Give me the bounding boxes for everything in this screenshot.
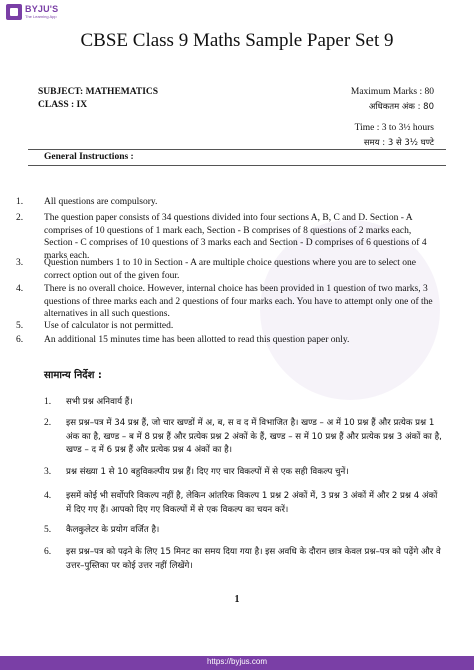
hindi-instruction-item: 6. इस प्रश्न–पत्र को पढ़ने के लिए 15 मिनट का समय दिया गया है। इस अवधि के दौरान छात्र केवल प्रश्न–पत्र को पढ़ेंगे और वे उत्तर–पुस्तिका पर कोई उत्तर नहीं लिखेंगे।	[44, 547, 441, 571]
logo-tagline: The Learning App	[25, 14, 57, 19]
byjus-logo-icon	[6, 4, 22, 20]
divider-instructions	[28, 165, 446, 166]
byjus-logo	[6, 4, 59, 24]
hindi-instruction-item: 4. इसमें कोई भी सर्वोपरि विकल्प नहीं है, लेकिन आंतरिक विकल्प 1 प्रश्न 2 अंकों में, 3 प्रश्न 3 अंकों में और 2 प्रश्न 4 अंकों में दिए गए हैं। आपको दिए गए विकल्पों में से एक विकल्प का चयन करें।	[44, 491, 438, 515]
footer-bar	[0, 656, 474, 670]
hindi-instruction-item: 2. इस प्रश्न–पत्र में 34 प्रश्न हैं, जो चार खण्डों में अ, ब, स व द में विभाजित है। खण्ड – अ में 10 प्रश्न हैं और प्रत्येक प्रश्न 1 अंक का है, खण्ड – ब में 8 प्रश्न हैं और प्रत्येक प्रश्न 2 अंकों के हैं, खण्ड – स में 10 प्रश्न हैं और प्रत्येक प्रश्न 3 अंकों का है, खण्ड – द में 6 प्रश्न हैं और प्रत्येक प्रश्न 4 अंकों का है।	[44, 418, 442, 455]
time-allowed: Time : 3 to 3½ hours	[354, 123, 434, 133]
hindi-instructions-heading: सामान्य निर्देश :	[44, 370, 102, 381]
time-allowed-hindi: समय : 3 से 3½ घण्टे	[363, 138, 434, 148]
page-number: 1	[234, 594, 240, 605]
max-marks: Maximum Marks : 80	[350, 87, 434, 97]
hindi-instruction-item: 1. सभी प्रश्न अनिवार्य हैं।	[44, 397, 133, 407]
instruction-item: 6. An additional 15 minutes time has been allotted to read this question paper only.	[16, 335, 350, 345]
page-title: CBSE Class 9 Maths Sample Paper Set 9	[80, 30, 394, 51]
hindi-instruction-item: 3. प्रश्न संख्या 1 से 10 बहुविकल्पीय प्रश्न हैं। दिए गए चार विकल्पों में से एक सही विकल्प चुनें।	[44, 467, 349, 477]
instruction-item: 2. The question paper consists of 34 questions divided into four sections A, B, C and D. Section - A comprises of 10 questions of 1 mark each, Section - B comprises of 8 questions of 2 marks each, Section - C comprises of 10 questions of 3 marks each and Section - D comprises of 6 questions of 4 marks each.	[16, 213, 427, 261]
general-instructions-heading: General Instructions :	[44, 152, 134, 162]
hindi-instruction-item: 5. कैलकुलेटर के प्रयोग वर्जित है।	[44, 525, 160, 535]
class-label: CLASS : IX	[38, 100, 88, 110]
subject-label: SUBJECT: MATHEMATICS	[38, 87, 159, 97]
footer-link[interactable]: https://byjus.com	[206, 657, 268, 666]
max-marks-hindi: अधिकतम अंक : 80	[368, 102, 434, 112]
divider-top	[28, 149, 446, 150]
instruction-item: 5. Use of calculator is not permitted.	[16, 321, 174, 331]
logo-name: BYJU'S	[25, 4, 59, 14]
instruction-item: 4. There is no overall choice. However, internal choice has been provided in 1 question of two marks, 3 questions of three marks each and 2 questions of four marks each. You have to attempt only one of the alternatives in all such questions.	[16, 284, 433, 320]
instruction-item: 3. Question numbers 1 to 10 in Section - A are multiple choice questions where you are to select one correct option out of the given four.	[16, 258, 416, 281]
instruction-item: 1. All questions are compulsory.	[16, 197, 158, 207]
